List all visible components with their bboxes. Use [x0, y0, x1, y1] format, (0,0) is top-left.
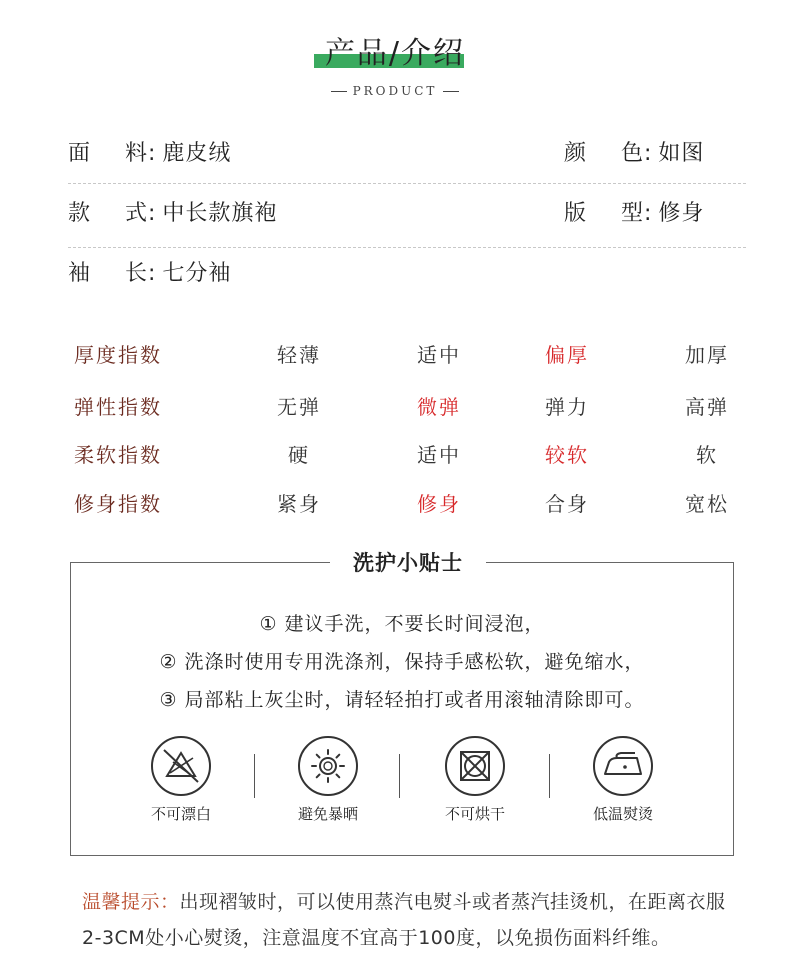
- spec-key: 款式: [68, 201, 148, 226]
- index-row: [74, 392, 754, 422]
- spec-value: 七分袖: [162, 261, 232, 286]
- index-option: 轻薄: [277, 343, 321, 367]
- index-row: [74, 340, 754, 370]
- index-label: 厚度指数: [74, 343, 162, 367]
- care-icon-label: 不可漂白: [150, 805, 211, 823]
- care-item-no-sun: [268, 736, 388, 824]
- spec-key: 面料: [68, 141, 148, 166]
- spec-key: 颜色: [564, 141, 644, 166]
- spec-row-1: [68, 124, 746, 184]
- care-item-no-tumble-dry: [415, 736, 535, 824]
- index-option-selected: 修身: [417, 492, 461, 516]
- care-item-no-bleach: [121, 736, 241, 824]
- index-option: 软: [696, 443, 718, 467]
- spec-color: 颜色: 如图: [564, 134, 704, 174]
- index-option-selected: 微弹: [417, 395, 461, 419]
- care-item-low-iron: [563, 736, 683, 824]
- spec-row-2: [68, 188, 746, 248]
- title-block: [0, 34, 790, 74]
- page-subtitle: [0, 84, 790, 98]
- subtitle-dash-left: [331, 91, 347, 92]
- spec-style: 款式: 中长款旗袍: [68, 194, 277, 234]
- index-label: 弹性指数: [74, 395, 162, 419]
- index-option: 加厚: [685, 343, 729, 367]
- spec-value: 中长款旗袍: [162, 201, 278, 226]
- spec-key: 袖长: [68, 261, 148, 286]
- index-label: 修身指数: [74, 492, 162, 516]
- index-label: 柔软指数: [74, 443, 162, 467]
- index-option-selected: 较软: [545, 443, 589, 467]
- index-option: 紧身: [277, 492, 321, 516]
- index-option: 适中: [417, 343, 461, 367]
- index-option: 弹力: [545, 395, 589, 419]
- spec-sleeve: 袖长: 七分袖: [68, 254, 231, 294]
- notice: [82, 884, 732, 956]
- subtitle-text: PRODUCT: [352, 84, 438, 98]
- index-option: 合身: [545, 492, 589, 516]
- no-sun-icon: [298, 736, 358, 796]
- page-title: 产品/介绍: [324, 36, 466, 71]
- spec-row-3: [68, 252, 746, 312]
- care-title: 洗护小贴士: [353, 551, 463, 575]
- subtitle-dash-right: [443, 91, 459, 92]
- index-option: 高弹: [685, 395, 729, 419]
- spec-key: 版型: [564, 201, 644, 226]
- index-row: [74, 440, 754, 470]
- care-icon-label: 不可烘干: [444, 805, 505, 823]
- care-icon-label: 避免暴晒: [297, 805, 358, 823]
- spec-value: 修身: [658, 201, 705, 226]
- no-bleach-icon: [151, 736, 211, 796]
- index-option: 宽松: [685, 492, 729, 516]
- icon-divider: [254, 754, 255, 798]
- care-line-1: ① 建议手洗，不要长时间浸泡，: [259, 613, 545, 635]
- care-icon-label: 低温熨烫: [592, 805, 653, 823]
- icon-divider: [399, 754, 400, 798]
- index-option-selected: 偏厚: [545, 343, 589, 367]
- spec-fit: 版型: 修身: [564, 194, 704, 234]
- spec-fabric: 面料: 鹿皮绒: [68, 134, 231, 174]
- low-iron-icon: [593, 736, 653, 796]
- no-tumble-dry-icon: [445, 736, 505, 796]
- notice-label: 温馨提示：: [82, 891, 180, 913]
- index-option: 硬: [288, 443, 310, 467]
- spec-value: 如图: [658, 141, 705, 166]
- care-line-3: ③ 局部粘上灰尘时，请轻轻拍打或者用滚轴清除即可。: [159, 689, 645, 711]
- notice-text: 出现褶皱时，可以使用蒸汽电熨斗或者蒸汽挂烫机，在距离衣服2-3CM处小心熨烫，注意温度不宜高于100度，以免损伤面料纤维。: [82, 891, 726, 949]
- index-option: 适中: [417, 443, 461, 467]
- index-row: [74, 489, 754, 519]
- icon-divider: [549, 754, 550, 798]
- care-line-2: ② 洗涤时使用专用洗涤剂，保持手感松软，避免缩水，: [159, 651, 645, 673]
- index-option: 无弹: [277, 395, 321, 419]
- spec-value: 鹿皮绒: [162, 141, 232, 166]
